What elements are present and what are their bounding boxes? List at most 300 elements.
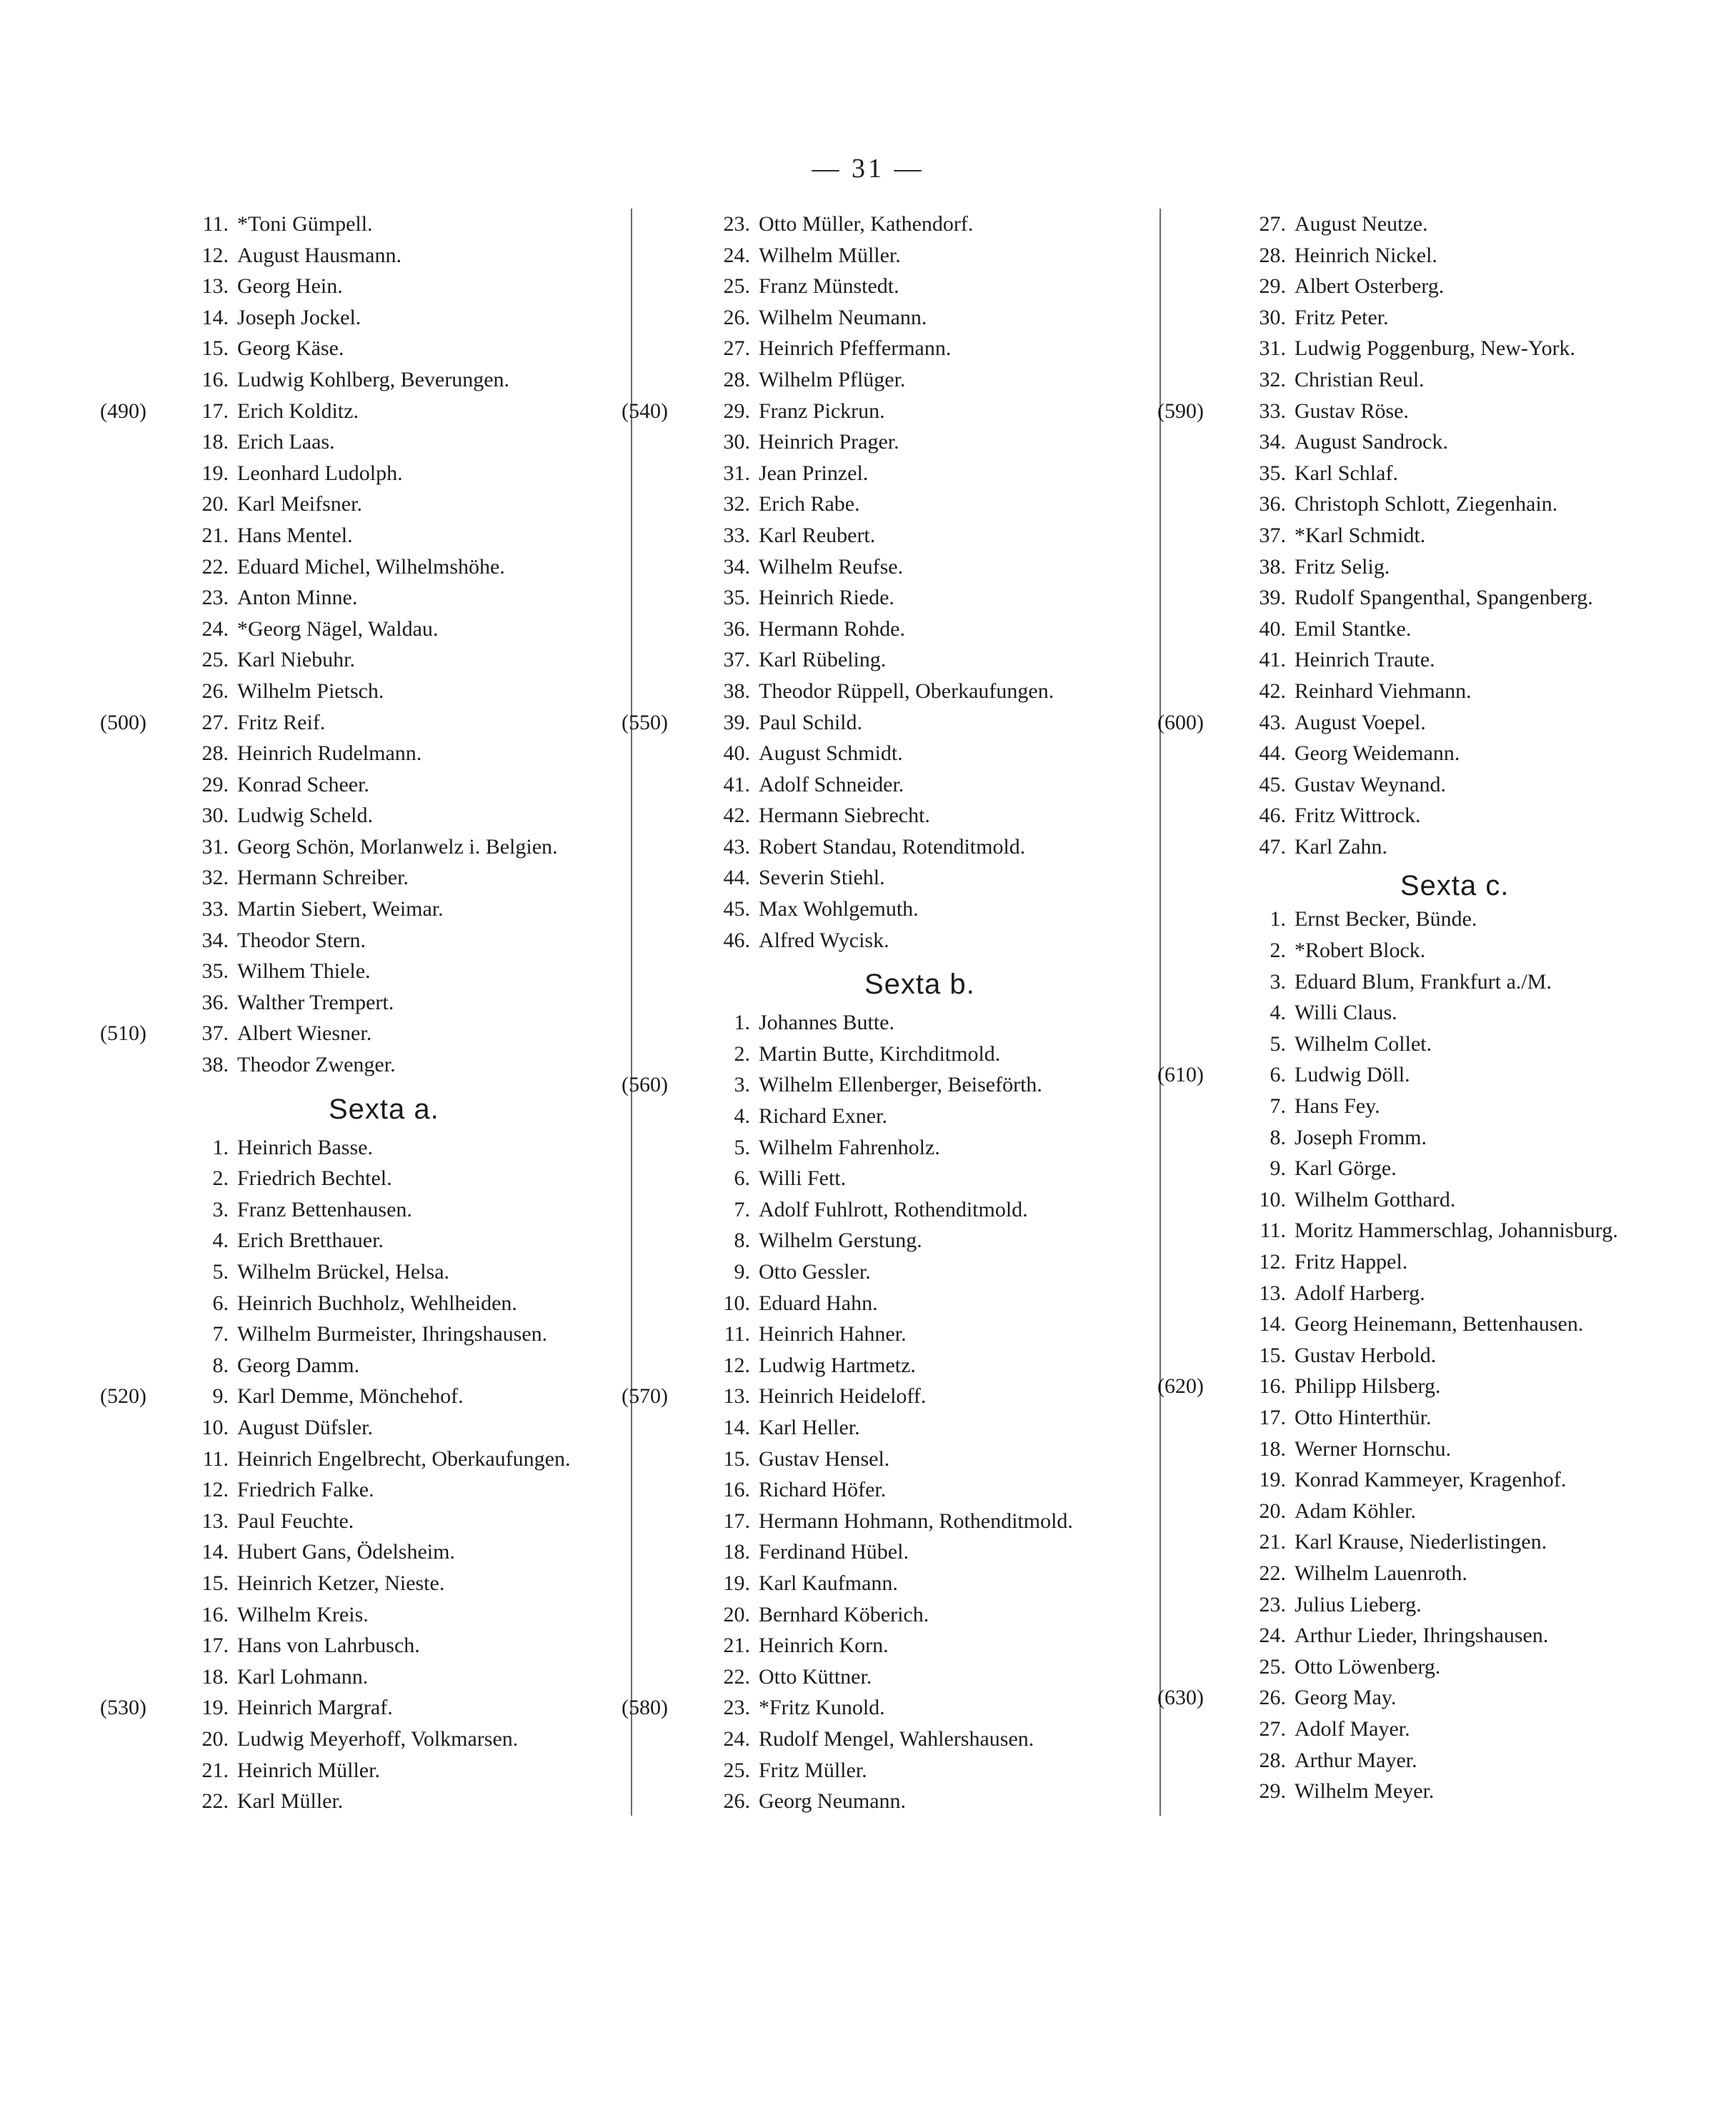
student-name: August Neutze. <box>1294 212 1428 236</box>
list-item <box>100 1474 643 1506</box>
list-item <box>1157 738 1722 769</box>
entry-number: 12. <box>1259 1250 1286 1274</box>
student-name: Otto Hinterthür. <box>1294 1405 1432 1429</box>
entry-number: 38. <box>201 1053 229 1077</box>
list-item <box>1157 707 1722 739</box>
list-item <box>100 1225 643 1256</box>
list-item <box>622 458 1150 489</box>
list-item <box>100 1350 643 1381</box>
student-name: Wilhelm Lauenroth. <box>1294 1561 1468 1585</box>
student-name: Wilhelm Pietsch. <box>237 679 384 703</box>
group-counter: (620) <box>1157 1374 1204 1399</box>
entry-number: 11. <box>202 1446 229 1471</box>
entry-number: 13. <box>1259 1281 1286 1305</box>
entry-number: 20. <box>201 1726 229 1751</box>
list-item <box>1157 1620 1722 1651</box>
student-name: Heinrich Buchholz, Wehlheiden. <box>237 1291 517 1315</box>
entry-number: 35. <box>723 586 750 610</box>
list-item <box>1157 1464 1722 1496</box>
entry-number: 5. <box>212 1260 229 1284</box>
student-name: Hans Fey. <box>1294 1094 1380 1119</box>
list-item <box>100 987 643 1019</box>
student-name: Ludwig Scheld. <box>237 804 373 828</box>
entry-number: 12. <box>201 243 229 267</box>
list-item <box>100 1786 643 1817</box>
entry-number: 41. <box>1259 648 1286 672</box>
entry-number: 46. <box>1259 804 1286 828</box>
entry-number: 34. <box>201 928 229 952</box>
entry-number: 11. <box>202 212 229 236</box>
student-name: *Georg Nägel, Waldau. <box>237 616 439 641</box>
group-counter: (630) <box>1157 1686 1204 1710</box>
student-name: Fritz Happel. <box>1294 1250 1408 1274</box>
student-name: Eduard Blum, Frankfurt a./M. <box>1294 969 1552 994</box>
student-name: Willi Fett. <box>759 1166 847 1191</box>
entry-number: 19. <box>723 1571 750 1595</box>
student-name: Heinrich Traute. <box>1294 648 1435 672</box>
list-item <box>100 1288 643 1319</box>
list-item <box>100 862 643 894</box>
list-item <box>622 1692 1150 1724</box>
entry-number: 31. <box>723 461 750 485</box>
list-item <box>1157 831 1722 863</box>
student-name: Ludwig Kohlberg, Beverungen. <box>237 367 510 391</box>
student-name: Wilhelm Brückel, Helsa. <box>237 1260 450 1284</box>
entry-number: 9. <box>212 1384 229 1409</box>
section-heading: Sexta a. <box>329 1093 439 1125</box>
student-name: Christoph Schlott, Ziegenhain. <box>1294 492 1558 516</box>
entry-number: 6. <box>1269 1063 1286 1087</box>
student-name: Robert Standau, Rotenditmold. <box>759 834 1026 859</box>
list-item <box>1157 935 1722 966</box>
student-name: Arthur Lieder, Ihringshausen. <box>1294 1624 1549 1648</box>
entry-number: 42. <box>723 804 750 828</box>
entry-number: 31. <box>1259 336 1286 361</box>
student-name: Fritz Peter. <box>1294 305 1389 329</box>
entry-number: 29. <box>1259 274 1286 299</box>
student-name: Erich Bretthauer. <box>237 1229 384 1253</box>
list-item <box>1157 1309 1722 1340</box>
student-name: Karl Meifsner. <box>237 492 362 516</box>
entry-number: 26. <box>723 1789 750 1814</box>
student-name: Ferdinand Hübel. <box>759 1540 909 1564</box>
student-name: Karl Niebuhr. <box>237 648 355 672</box>
list-item <box>622 894 1150 925</box>
list-item <box>622 644 1150 676</box>
list-item <box>1157 1714 1722 1745</box>
student-name: Karl Reubert. <box>759 523 876 547</box>
list-item <box>1157 364 1722 396</box>
entry-number: 37. <box>201 1021 229 1046</box>
student-name: Heinrich Nickel. <box>1294 243 1437 267</box>
entry-number: 20. <box>201 492 229 516</box>
list-item <box>622 1568 1150 1599</box>
student-name: Fritz Müller. <box>759 1758 867 1782</box>
student-name: Heinrich Basse. <box>237 1135 373 1159</box>
list-item <box>622 1132 1150 1164</box>
entry-number: 34. <box>723 554 750 579</box>
student-name: Wilhelm Burmeister, Ihringshausen. <box>237 1322 548 1346</box>
entry-number: 12. <box>723 1353 750 1377</box>
entry-number: 18. <box>201 430 229 454</box>
list-item <box>100 1381 643 1412</box>
student-name: Erich Kolditz. <box>237 399 359 423</box>
list-item <box>1157 1526 1722 1558</box>
entry-number: 15. <box>201 336 229 361</box>
list-item <box>100 1692 643 1724</box>
list-item <box>1157 1091 1722 1122</box>
entry-number: 19. <box>201 461 229 485</box>
entry-number: 35. <box>1259 461 1286 485</box>
student-name: August Düfsler. <box>237 1415 373 1439</box>
entry-number: 3. <box>212 1197 229 1221</box>
list-item <box>622 396 1150 427</box>
entry-number: 41. <box>723 772 750 796</box>
list-item <box>100 426 643 458</box>
student-name: Heinrich Margraf. <box>237 1696 393 1720</box>
entry-number: 6. <box>212 1291 229 1315</box>
list-item <box>1157 1776 1722 1807</box>
entry-number: 3. <box>1269 969 1286 994</box>
entry-number: 46. <box>723 928 750 952</box>
student-name: Arthur Mayer. <box>1294 1748 1417 1772</box>
list-item <box>1157 426 1722 458</box>
entry-number: 2. <box>734 1041 750 1066</box>
entry-number: 27. <box>201 710 229 734</box>
student-name: Ludwig Döll. <box>1294 1063 1410 1087</box>
list-item <box>1157 769 1722 801</box>
entry-number: 28. <box>201 741 229 766</box>
list-item <box>1157 1589 1722 1621</box>
student-name: Wilhelm Gerstung. <box>759 1229 922 1253</box>
student-name: Albert Osterberg. <box>1294 274 1445 299</box>
entry-number: 7. <box>1269 1094 1286 1119</box>
group-counter: (490) <box>100 399 146 423</box>
entry-number: 24. <box>723 1726 750 1751</box>
entry-number: 10. <box>1259 1187 1286 1211</box>
student-name: Rudolf Spangenthal, Spangenberg. <box>1294 586 1593 610</box>
student-name: Wilhelm Gotthard. <box>1294 1187 1456 1211</box>
list-item <box>1157 1434 1722 1465</box>
student-name: Albert Wiesner. <box>237 1021 372 1046</box>
student-name: Eduard Hahn. <box>759 1291 878 1315</box>
entry-number: 15. <box>201 1571 229 1595</box>
list-item <box>622 862 1150 894</box>
student-name: Hermann Siebrecht. <box>759 804 930 828</box>
section-heading: Sexta c. <box>1400 870 1510 902</box>
student-name: Adam Köhler. <box>1294 1499 1416 1523</box>
list-item <box>622 1599 1150 1631</box>
entry-number: 15. <box>723 1446 750 1471</box>
entry-number: 18. <box>201 1664 229 1689</box>
entry-number: 14. <box>201 305 229 329</box>
student-name: Heinrich Korn. <box>759 1634 889 1658</box>
student-name: Adolf Schneider. <box>759 772 904 796</box>
student-name: Julius Lieberg. <box>1294 1592 1422 1616</box>
student-name: *Karl Schmidt. <box>1294 523 1426 547</box>
entry-number: 2. <box>212 1166 229 1191</box>
entry-number: 38. <box>723 679 750 703</box>
list-item <box>622 738 1150 769</box>
student-name: Heinrich Müller. <box>237 1758 380 1782</box>
entry-number: 17. <box>201 1634 229 1658</box>
student-name: Hubert Gans, Ödelsheim. <box>237 1540 455 1564</box>
entry-number: 30. <box>1259 305 1286 329</box>
entry-number: 33. <box>1259 399 1286 423</box>
list-item <box>622 1724 1150 1755</box>
student-name: Friedrich Bechtel. <box>237 1166 392 1191</box>
entry-number: 25. <box>723 1758 750 1782</box>
entry-number: 13. <box>201 1509 229 1533</box>
student-name: Hermann Schreiber. <box>237 866 409 890</box>
entry-number: 39. <box>1259 586 1286 610</box>
list-item <box>100 1256 643 1288</box>
student-name: Karl Kaufmann. <box>759 1571 898 1595</box>
entry-number: 17. <box>201 399 229 423</box>
student-name: Erich Rabe. <box>759 492 860 516</box>
list-item <box>622 1319 1150 1350</box>
list-item <box>622 364 1150 396</box>
student-name: Wilhelm Kreis. <box>237 1602 369 1626</box>
student-name: Konrad Kammeyer, Kragenhof. <box>1294 1468 1567 1492</box>
list-item <box>1157 240 1722 271</box>
entry-number: 27. <box>1259 1716 1286 1741</box>
entry-number: 18. <box>1259 1436 1286 1461</box>
group-counter: (580) <box>622 1696 668 1720</box>
list-item <box>1157 904 1722 935</box>
entry-number: 23. <box>1259 1592 1286 1616</box>
list-item <box>100 1536 643 1568</box>
list-item <box>100 1049 643 1081</box>
student-name: Georg Hein. <box>237 274 343 299</box>
list-item <box>622 520 1150 551</box>
list-item <box>100 894 643 925</box>
entry-number: 23. <box>201 586 229 610</box>
student-name: Heinrich Pfeffermann. <box>759 336 952 361</box>
entry-number: 7. <box>734 1197 750 1221</box>
entry-number: 44. <box>723 866 750 890</box>
entry-number: 37. <box>1259 523 1286 547</box>
list-item <box>622 1506 1150 1537</box>
entry-number: 11. <box>724 1322 750 1346</box>
list-item <box>622 240 1150 271</box>
list-item <box>1157 1215 1722 1246</box>
student-list-column-3 <box>1157 209 1722 1807</box>
list-item <box>622 1039 1150 1070</box>
list-item <box>622 1288 1150 1319</box>
entry-number: 3. <box>734 1073 750 1097</box>
entry-number: 6. <box>734 1166 750 1191</box>
entry-number: 25. <box>1259 1654 1286 1679</box>
list-item <box>622 800 1150 831</box>
student-name: *Toni Gümpell. <box>237 212 373 236</box>
entry-number: 44. <box>1259 741 1286 766</box>
student-name: Karl Zahn. <box>1294 834 1387 859</box>
list-item <box>100 707 643 739</box>
list-item <box>622 426 1150 458</box>
entry-number: 28. <box>723 367 750 391</box>
list-item <box>1157 551 1722 583</box>
entry-number: 7. <box>212 1322 229 1346</box>
entry-number: 26. <box>723 305 750 329</box>
list-item <box>622 209 1150 240</box>
entry-number: 21. <box>201 523 229 547</box>
list-item <box>100 1755 643 1786</box>
student-name: Martin Butte, Kirchditmold. <box>759 1041 1001 1066</box>
student-name: Ernst Becker, Bünde. <box>1294 907 1477 931</box>
entry-number: 24. <box>723 243 750 267</box>
group-counter: (610) <box>1157 1063 1204 1087</box>
entry-number: 10. <box>723 1291 750 1315</box>
student-name: Karl Lohmann. <box>237 1664 369 1689</box>
list-item <box>100 551 643 583</box>
student-name: Franz Münstedt. <box>759 274 899 299</box>
student-name: Fritz Selig. <box>1294 554 1390 579</box>
list-item <box>622 1630 1150 1661</box>
student-name: Hans Mentel. <box>237 523 353 547</box>
entry-number: 16. <box>201 1602 229 1626</box>
list-item <box>1157 644 1722 676</box>
list-item <box>1157 271 1722 302</box>
list-item <box>1157 1059 1722 1091</box>
entry-number: 17. <box>723 1509 750 1533</box>
student-name: Georg Neumann. <box>759 1789 907 1814</box>
list-item <box>100 676 643 707</box>
list-item <box>1157 1558 1722 1589</box>
student-name: Johannes Butte. <box>759 1011 894 1035</box>
list-item <box>1157 966 1722 998</box>
entry-number: 32. <box>1259 367 1286 391</box>
student-name: Wilhelm Collet. <box>1294 1031 1432 1056</box>
student-name: Wilhelm Fahrenholz. <box>759 1135 940 1159</box>
student-name: Hermann Rohde. <box>759 616 905 641</box>
student-name: Werner Hornschu. <box>1294 1436 1452 1461</box>
list-item <box>622 1412 1150 1444</box>
list-item <box>1157 1745 1722 1776</box>
list-item <box>622 1069 1150 1101</box>
student-name: Karl Heller. <box>759 1415 860 1439</box>
student-name: Otto Gessler. <box>759 1260 871 1284</box>
entry-number: 11. <box>1259 1219 1286 1243</box>
entry-number: 8. <box>212 1353 229 1377</box>
group-counter: (600) <box>1157 710 1204 734</box>
entry-number: 36. <box>723 616 750 641</box>
entry-number: 2. <box>1269 939 1286 963</box>
list-item <box>622 614 1150 645</box>
student-name: Gustav Herbold. <box>1294 1343 1437 1367</box>
entry-number: 4. <box>734 1104 750 1129</box>
group-counter: (560) <box>622 1073 668 1097</box>
student-name: Wilhelm Müller. <box>759 243 901 267</box>
group-counter: (540) <box>622 399 668 423</box>
student-name: Otto Löwenberg. <box>1294 1654 1441 1679</box>
entry-number: 23. <box>723 1696 750 1720</box>
list-item <box>1157 1278 1722 1309</box>
student-name: Adolf Fuhlrott, Rothenditmold. <box>759 1197 1028 1221</box>
list-item <box>622 1536 1150 1568</box>
student-name: Leonhard Ludolph. <box>237 461 403 485</box>
list-item <box>1157 396 1722 427</box>
student-name: Bernhard Köberich. <box>759 1602 929 1626</box>
student-name: Hans von Lahrbusch. <box>237 1634 420 1658</box>
entry-number: 27. <box>1259 212 1286 236</box>
entry-number: 34. <box>1259 430 1286 454</box>
student-name: Friedrich Falke. <box>237 1478 374 1502</box>
list-item <box>622 271 1150 302</box>
entry-number: 8. <box>1269 1125 1286 1149</box>
student-name: Ludwig Poggenburg, New-York. <box>1294 336 1576 361</box>
entry-number: 42. <box>1259 679 1286 703</box>
entry-number: 22. <box>1259 1561 1286 1585</box>
list-item <box>622 1661 1150 1693</box>
entry-number: 16. <box>1259 1374 1286 1399</box>
list-item <box>622 1194 1150 1226</box>
list-item <box>100 209 643 240</box>
list-item <box>1157 997 1722 1029</box>
entry-number: 23. <box>723 212 750 236</box>
list-item <box>100 956 643 987</box>
list-item <box>1157 582 1722 614</box>
entry-number: 20. <box>723 1602 750 1626</box>
entry-number: 29. <box>1259 1779 1286 1804</box>
list-item <box>1157 800 1722 831</box>
entry-number: 38. <box>1259 554 1286 579</box>
entry-number: 14. <box>1259 1312 1286 1336</box>
student-name: Adolf Harberg. <box>1294 1281 1425 1305</box>
entry-number: 28. <box>1259 1748 1286 1772</box>
student-name: Wilhelm Reufse. <box>759 554 904 579</box>
list-item <box>622 1381 1150 1412</box>
student-name: Heinrich Rudelmann. <box>237 741 422 766</box>
student-name: Karl Rübeling. <box>759 648 887 672</box>
list-item <box>622 551 1150 583</box>
student-name: Georg Käse. <box>237 336 344 361</box>
student-name: Georg Weidemann. <box>1294 741 1460 766</box>
student-name: Fritz Reif. <box>237 710 326 734</box>
entry-number: 31. <box>201 834 229 859</box>
entry-number: 30. <box>723 430 750 454</box>
list-item <box>100 302 643 334</box>
student-name: August Voepel. <box>1294 710 1426 734</box>
student-name: Theodor Rüppell, Oberkaufungen. <box>759 679 1054 703</box>
list-item <box>100 1018 643 1049</box>
page-number: — 31 — <box>812 154 924 184</box>
student-name: Paul Schild. <box>759 710 863 734</box>
list-item <box>100 489 643 520</box>
student-name: Fritz Wittrock. <box>1294 804 1421 828</box>
student-name: Ludwig Meyerhoff, Volkmarsen. <box>237 1726 519 1751</box>
student-name: Joseph Fromm. <box>1294 1125 1427 1149</box>
list-item <box>100 1568 643 1599</box>
list-item <box>1157 302 1722 334</box>
student-name: Eduard Michel, Wilhelmshöhe. <box>237 554 505 579</box>
student-name: Georg Damm. <box>237 1353 360 1377</box>
entry-number: 29. <box>723 399 750 423</box>
list-item <box>622 1444 1150 1475</box>
student-name: Alfred Wycisk. <box>759 928 889 952</box>
list-item <box>1157 1682 1722 1714</box>
entry-number: 24. <box>1259 1624 1286 1648</box>
group-counter: (510) <box>100 1021 146 1046</box>
entry-number: 26. <box>1259 1686 1286 1710</box>
list-item <box>100 831 643 863</box>
list-item <box>1157 1153 1722 1184</box>
entry-number: 22. <box>723 1664 750 1689</box>
list-item <box>622 831 1150 863</box>
list-item <box>100 1132 643 1164</box>
list-item <box>100 458 643 489</box>
list-item <box>622 1350 1150 1381</box>
